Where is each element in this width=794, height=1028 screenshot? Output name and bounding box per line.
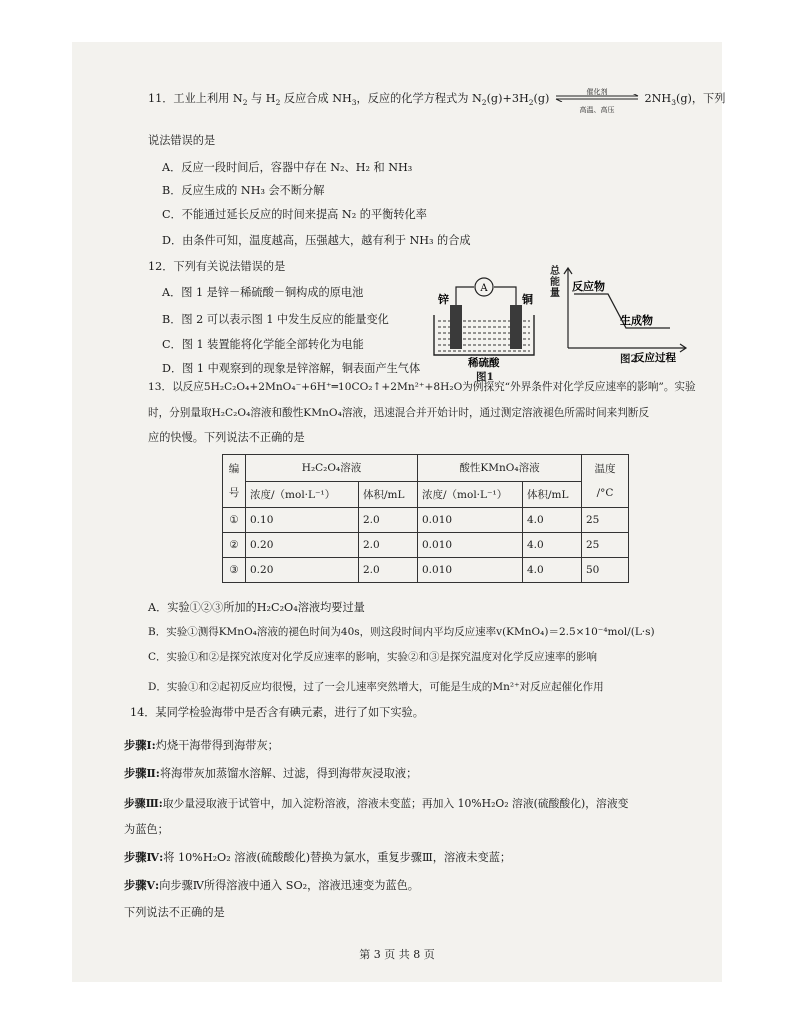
header-concentration-1: 浓度/（mol·L⁻¹） bbox=[246, 481, 359, 508]
q12-stem: 12．下列有关说法错误的是 bbox=[148, 260, 286, 273]
copper-label: 铜 bbox=[522, 293, 533, 306]
header-volume-2: 体积/mL bbox=[523, 481, 582, 508]
step-text: 取少量浸取液于试管中，加入淀粉溶液，溶液未变蓝；再加入 10%H₂O₂ 溶液(硫酸酸化)，溶液变 bbox=[162, 797, 629, 810]
header-temperature-bottom: /°C bbox=[596, 487, 614, 499]
wire-right bbox=[494, 287, 516, 307]
q11-text: 与 H bbox=[247, 92, 276, 105]
step-label: 步骤Ⅴ: bbox=[124, 878, 160, 892]
table-row bbox=[223, 533, 629, 558]
cell-id: ② bbox=[223, 533, 246, 558]
q12-option-d: D．图 1 中观察到的现象是锌溶解，铜表面产生气体 bbox=[162, 362, 421, 375]
x-axis-label: 反应过程 bbox=[634, 352, 676, 364]
cell-volume-1: 2.0 bbox=[359, 558, 418, 583]
q11-option-b: B．反应生成的 NH₃ 会不断分解 bbox=[162, 184, 325, 197]
q11-option-d: D．由条件可知，温度越高，压强越大，越有利于 NH₃ 的合成 bbox=[162, 234, 471, 247]
q14-question-tail: 下列说法不正确的是 bbox=[124, 906, 225, 919]
header-temperature-top: 温度 bbox=[594, 463, 616, 475]
step-text: 灼烧干海带得到海带灰； bbox=[155, 739, 279, 752]
step-label: 步骤Ⅱ: bbox=[124, 766, 160, 780]
step-label: 步骤Ⅰ: bbox=[124, 738, 156, 752]
q11-text: 11．工业上利用 N bbox=[148, 92, 243, 105]
q12-option-c: C．图 1 装置能将化学能全部转化为电能 bbox=[162, 338, 364, 351]
figure-2-caption: 图2 bbox=[620, 353, 638, 365]
cell-volume-2: 4.0 bbox=[523, 533, 582, 558]
q12-option-a: A．图 1 是锌－稀硫酸－铜构成的原电池 bbox=[162, 286, 364, 299]
wire-left bbox=[456, 287, 474, 307]
q14-step-1 bbox=[124, 738, 279, 753]
acid-label: 稀硫酸 bbox=[468, 357, 500, 369]
product-label: 生成物 bbox=[620, 314, 653, 327]
q11-text: ，反应的化学方程式为 N bbox=[356, 92, 482, 105]
q11-option-a: A．反应一段时间后，容器中存在 N₂、H₂ 和 NH₃ bbox=[162, 161, 413, 174]
cell-volume-2: 4.0 bbox=[523, 508, 582, 533]
q13-option-b: B．实验①测得KMnO₄溶液的褪色时间为40s，则这段时间内平均反应速率v(KMnO₄)＝2.5×10⁻⁴mol/(L·s) bbox=[148, 626, 655, 638]
q14-step-3 bbox=[124, 797, 628, 811]
q11-text: (g) bbox=[533, 92, 550, 105]
step-text: 将 10%H₂O₂ 溶液(硫酸酸化)替换为氯水，重复步骤Ⅲ，溶液未变蓝； bbox=[163, 851, 512, 864]
header-kmno4: 酸性KMnO₄溶液 bbox=[418, 455, 582, 482]
q14-step-2 bbox=[124, 766, 417, 781]
q11-text: (g)，下列 bbox=[675, 92, 726, 105]
header-number-top: 编 bbox=[228, 463, 240, 475]
q13-option-d: D．实验①和②起初反应均很慢，过了一会儿速率突然增大，可能是生成的Mn²⁺对反应起催化作用 bbox=[148, 681, 604, 693]
header-number-bottom: 号 bbox=[228, 487, 240, 499]
page-footer: 第 3 页 共 8 页 bbox=[359, 948, 435, 961]
q13-option-c: C．实验①和②是探究浓度对化学反应速率的影响，实验②和③是探究温度对化学反应速率的影响 bbox=[148, 651, 598, 663]
q11-text: 2NH bbox=[644, 92, 672, 105]
cell-volume-2: 4.0 bbox=[523, 558, 582, 583]
step-label: 步骤Ⅲ: bbox=[124, 797, 163, 810]
cell-id: ③ bbox=[223, 558, 246, 583]
step-text: 将海带灰加蒸馏水溶解、过滤，得到海带灰浸取液； bbox=[159, 767, 418, 780]
figure-1-galvanic-cell bbox=[428, 277, 540, 373]
q11-line2: 说法错误的是 bbox=[148, 134, 216, 147]
q11-text: (g)+3H bbox=[486, 92, 529, 105]
q13-line2: 时，分别量取H₂C₂O₄溶液和酸性KMnO₄溶液，迅速混合并开始计时，通过测定溶液褪色所需时间来判断反 bbox=[148, 407, 650, 419]
y-axis-label: 总能量 bbox=[550, 266, 560, 299]
equilibrium-arrow-icon bbox=[554, 94, 640, 102]
cell-volume-1: 2.0 bbox=[359, 508, 418, 533]
step-text: 向步骤Ⅳ所得溶液中通入 SO₂，溶液迅速变为蓝色。 bbox=[159, 879, 419, 892]
q13-line1: 13．以反应5H₂C₂O₄+2MnO₄⁻+6H⁺═10CO₂↑+2Mn²⁺+8H₂O为例探究“外界条件对化学反应速率的影响”。实验 bbox=[148, 381, 696, 393]
q14-step-4 bbox=[124, 850, 511, 865]
cell-concentration-1: 0.20 bbox=[246, 533, 359, 558]
q13-option-a: A．实验①②③所加的H₂C₂O₄溶液均要过量 bbox=[148, 601, 365, 614]
zinc-label: 锌 bbox=[438, 293, 449, 306]
header-number bbox=[223, 455, 246, 508]
cell-volume-1: 2.0 bbox=[359, 533, 418, 558]
header-temperature bbox=[582, 455, 629, 508]
q14-stem: 14．某同学检验海带中是否含有碘元素，进行了如下实验。 bbox=[130, 706, 424, 719]
table-row bbox=[223, 558, 629, 583]
q14-step-5 bbox=[124, 878, 419, 893]
cell-temperature: 50 bbox=[582, 558, 629, 583]
header-volume-1: 体积/mL bbox=[359, 481, 418, 508]
figure-1-caption: 图1 bbox=[476, 371, 494, 383]
cell-concentration-2: 0.010 bbox=[418, 533, 523, 558]
catalyst-label: 催化剂 bbox=[586, 88, 608, 96]
step-label: 步骤Ⅳ: bbox=[124, 850, 164, 864]
q14-step-3-continued: 为蓝色； bbox=[124, 823, 169, 836]
cell-temperature: 25 bbox=[582, 533, 629, 558]
copper-electrode bbox=[510, 305, 522, 349]
cell-concentration-2: 0.010 bbox=[418, 508, 523, 533]
header-oxalic-acid: H₂C₂O₄溶液 bbox=[246, 455, 418, 482]
cell-id: ① bbox=[223, 508, 246, 533]
table-row bbox=[223, 508, 629, 533]
header-concentration-2: 浓度/（mol·L⁻¹） bbox=[418, 481, 523, 508]
cell-concentration-2: 0.010 bbox=[418, 558, 523, 583]
q11-text: 反应合成 NH bbox=[280, 92, 352, 105]
equilibrium-arrow bbox=[554, 88, 640, 114]
table-header-row bbox=[223, 455, 629, 482]
conditions-label: 高温、高压 bbox=[579, 106, 615, 114]
q12-option-b: B．图 2 可以表示图 1 中发生反应的能量变化 bbox=[162, 313, 389, 326]
cell-concentration-1: 0.10 bbox=[246, 508, 359, 533]
table-subheader-row bbox=[223, 481, 629, 508]
zinc-electrode bbox=[450, 305, 462, 349]
experiment-table bbox=[222, 454, 629, 583]
reactant-label: 反应物 bbox=[572, 280, 605, 293]
q13-line3: 应的快慢。下列说法不正确的是 bbox=[148, 431, 305, 444]
q11-line1: 11．工业上利用 $N_2$ 与 $H_2$ 反应合成 $NH_3$，反应的化学方程式为 $N_2(g)+3H_2(g)$ 催化剂 高温、高压 $2NH_3(g)$，下列 bbox=[148, 92, 725, 106]
ammeter-label: A bbox=[480, 283, 488, 294]
cell-temperature: 25 bbox=[582, 508, 629, 533]
cell-concentration-1: 0.20 bbox=[246, 558, 359, 583]
q11-option-c: C．不能通过延长反应的时间来提高 N₂ 的平衡转化率 bbox=[162, 208, 427, 221]
